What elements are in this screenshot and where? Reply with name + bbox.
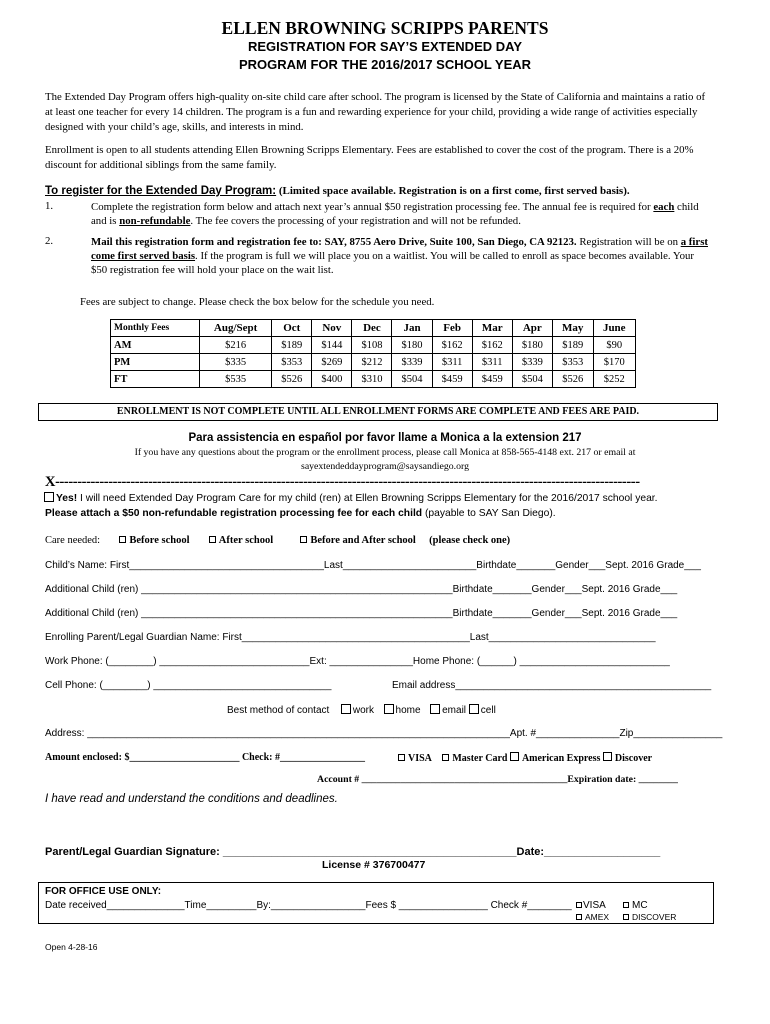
page-title: ELLEN BROWNING SCRIPPS PARENTS — [221, 18, 549, 38]
before-school-label: Before school — [129, 535, 190, 546]
attach-fee-tail: (payable to SAY San Diego). — [422, 508, 556, 519]
visa-label: VISA — [408, 753, 432, 764]
read-conditions: I have read and understand the conditions and deadlines. — [45, 793, 338, 805]
fee-cell: $353 — [552, 354, 593, 371]
register-note: (Limited space available. Registration is on a first come, first served basis). — [276, 185, 630, 197]
register-item-1-text-a: Complete the registration form below and attach next year’s annual $50 registration processing fee. The annual fee is required for — [91, 201, 654, 213]
register-heading-line — [45, 185, 630, 197]
before-and-after-label: Before and After school — [310, 535, 416, 546]
additional-child-field-2[interactable]: Additional Child (ren) ________________________________________________________Birthdate_______Gender___Sept. 2016 Grade___ — [45, 608, 678, 619]
office-mc — [623, 900, 648, 911]
register-item-1-each: each — [653, 201, 675, 213]
yes-line — [44, 492, 658, 504]
fee-cell: $459 — [472, 371, 512, 388]
mastercard-label: Master Card — [452, 753, 508, 764]
spanish-assistance: Para assistencia en español por favor llame a Monica a la extension 217 — [188, 432, 582, 444]
please-check-one: (please check one) — [429, 535, 511, 546]
fee-cell: $162 — [472, 337, 512, 354]
care-needed-row — [45, 535, 510, 546]
fee-cell: $339 — [392, 354, 432, 371]
fee-table-header-label: Monthly Fees — [111, 320, 200, 337]
enrollment-notice — [38, 403, 718, 421]
fee-cell: $310 — [352, 371, 392, 388]
intro-paragraph-2: Enrollment is open to all students attending Ellen Browning Scripps Elementary. Fees are established to cover the cost of the program. There is a 20% discount for additional siblings from the same family. — [45, 144, 694, 171]
cut-line: X------------------------------------------------------------------------------------------------------------------------------------ — [45, 474, 640, 490]
office-visa — [576, 900, 606, 911]
contact-line-1: If you have any questions about the program or the enrollment process, please call Monica at 858-565-4148 ext. 217 or email at — [134, 447, 636, 458]
office-amex-label: AMEX — [585, 912, 610, 922]
email-address-field[interactable]: Email address______________________________________________ — [392, 680, 712, 691]
fee-cell: $252 — [593, 371, 635, 388]
office-discover-checkbox[interactable] — [623, 914, 629, 920]
license-number: License # 376700477 — [322, 859, 426, 871]
fee-cell: $212 — [352, 354, 392, 371]
fee-cell: $339 — [512, 354, 552, 371]
register-item-1-text-b: child and is — [91, 201, 699, 227]
additional-child-field-1[interactable]: Additional Child (ren) ________________________________________________________Birthdate_______Gender___Sept. 2016 Grade___ — [45, 584, 678, 595]
contact-work-checkbox[interactable] — [341, 704, 351, 714]
office-use-box — [38, 882, 714, 924]
office-amex-checkbox[interactable] — [576, 914, 582, 920]
fee-cell: $269 — [312, 354, 352, 371]
contact-cell-label: cell — [480, 705, 496, 716]
fees-note: Fees are subject to change. Please check the box below for the schedule you need. — [80, 296, 435, 308]
amex-label: American Express — [521, 753, 601, 764]
signature-field[interactable]: Parent/Legal Guardian Signature: ________________________________________________Date:___________________ — [45, 846, 661, 858]
yes-label: Yes! — [56, 493, 78, 504]
register-heading: To register for the Extended Day Program: — [45, 185, 277, 197]
fee-table-row — [111, 354, 636, 371]
fee-cell: $459 — [432, 371, 472, 388]
fee-table-month: Oct — [272, 320, 312, 337]
mastercard-checkbox[interactable] — [442, 754, 449, 761]
after-school-checkbox[interactable] — [209, 536, 216, 543]
register-item-2-text-a: Registration will be on — [576, 236, 681, 248]
account-field[interactable]: Account # __________________________________________Expiration date: ________ — [317, 774, 678, 785]
contact-method-label: Best method of contact — [227, 705, 330, 716]
fee-table-month: Nov — [312, 320, 352, 337]
before-school-checkbox[interactable] — [119, 536, 126, 543]
fee-cell: $504 — [392, 371, 432, 388]
fee-cell: $189 — [272, 337, 312, 354]
fee-cell: $108 — [352, 337, 392, 354]
care-needed-label: Care needed: — [45, 535, 101, 546]
contact-method-row — [227, 704, 496, 716]
office-mc-label: MC — [632, 900, 648, 911]
enrollment-notice-text: ENROLLMENT IS NOT COMPLETE UNTIL ALL ENROLLMENT FORMS ARE COMPLETE AND FEES ARE PAID. — [116, 406, 640, 417]
fee-cell: $526 — [552, 371, 593, 388]
fee-cell: $180 — [512, 337, 552, 354]
yes-checkbox[interactable] — [44, 492, 54, 502]
yes-text: I will need Extended Day Program Care for my child (ren) at Ellen Browning Scripps Elementary for the 2016/2017 school year. — [77, 493, 658, 504]
footer-version: Open 4-28-16 — [45, 942, 98, 952]
register-item-2-mail: Mail this registration form and registration fee to: SAY, 8755 Aero Drive, Suite 100, San Diego, CA 92123. — [91, 236, 577, 248]
after-school-label: After school — [218, 535, 274, 546]
fee-table — [110, 319, 636, 388]
child-name-field[interactable]: Child’s Name: First___________________________________Last________________________Birthdate_______Gender___Sept. 2016 Grade___ — [45, 560, 701, 571]
contact-cell-checkbox[interactable] — [469, 704, 479, 714]
fee-table-month: June — [593, 320, 635, 337]
fee-cell: $335 — [200, 354, 272, 371]
fee-cell: $526 — [272, 371, 312, 388]
contact-email: sayextendeddayprogram@saysandiego.org — [301, 461, 469, 472]
contact-home-checkbox[interactable] — [384, 704, 394, 714]
office-visa-checkbox[interactable] — [576, 902, 582, 908]
fee-cell: $400 — [312, 371, 352, 388]
fee-table-month: Feb — [432, 320, 472, 337]
office-mc-checkbox[interactable] — [623, 902, 629, 908]
fee-table-month: May — [552, 320, 593, 337]
visa-checkbox[interactable] — [398, 754, 405, 761]
office-amex — [576, 912, 609, 922]
office-use-fields[interactable]: Date received______________Time_________By:_________________Fees $ ________________ Check #________ — [45, 900, 572, 911]
register-item-2-text-b: . If the program is full we will place you on a waitlist. You will be called to enroll as space becomes available. Your $50 registration fee will hold your place on the wait list. — [91, 250, 694, 276]
amex-checkbox[interactable] — [510, 752, 519, 761]
fee-cell: $535 — [200, 371, 272, 388]
attach-fee-text: Please attach a $50 non-refundable registration processing fee for each child — [45, 508, 423, 519]
page-subtitle-1: REGISTRATION FOR SAY’S EXTENDED DAY — [247, 39, 522, 54]
fee-cell: $162 — [432, 337, 472, 354]
fee-table-row-label: AM — [111, 337, 200, 354]
intro-paragraph-1: The Extended Day Program offers high-quality on-site child care after school. The program is licensed by the State of California and maintains a ratio of at least one teacher for every 14 children. The program is a fun and rewarding experience for your child, providing a wide range of activities especially designed with your child’s age, skills, and interests in mind. — [45, 91, 706, 133]
fee-table-month: Dec — [352, 320, 392, 337]
fee-table-row-label: FT — [111, 371, 200, 388]
attach-fee-line — [45, 508, 556, 519]
register-item-2 — [91, 235, 711, 277]
fee-table-row-label: PM — [111, 354, 200, 371]
register-item-1-number: 1. — [45, 200, 54, 212]
parent-name-field[interactable]: Enrolling Parent/Legal Guardian Name: First_________________________________________Last______________________________ — [45, 632, 656, 643]
contact-work-label: work — [352, 705, 374, 716]
fee-cell: $353 — [272, 354, 312, 371]
register-item-2-first-come: a first come first served basis — [91, 236, 708, 262]
cell-phone-field[interactable]: Cell Phone: (________) ________________________________ — [45, 680, 332, 691]
fee-table-header-row — [111, 320, 636, 337]
register-item-2-number: 2. — [45, 235, 54, 247]
fee-cell: $170 — [593, 354, 635, 371]
office-use-title: FOR OFFICE USE ONLY: — [45, 886, 162, 897]
address-field[interactable]: Address: ____________________________________________________________________________Apt. #_______________Zip________________ — [45, 728, 723, 739]
fee-table-month: Jan — [392, 320, 432, 337]
fee-cell: $90 — [593, 337, 635, 354]
page-subtitle-2: PROGRAM FOR THE 2016/2017 SCHOOL YEAR — [238, 57, 532, 72]
work-phone-field[interactable]: Work Phone: (________) ___________________________Ext: _______________Home Phone: (______) ___________________________ — [45, 656, 670, 667]
register-item-1-text-c: . The fee covers the processing of your registration and will not be refunded. — [190, 215, 521, 227]
fee-cell: $504 — [512, 371, 552, 388]
discover-label: Discover — [614, 753, 653, 764]
fee-cell: $180 — [392, 337, 432, 354]
fee-cell: $144 — [312, 337, 352, 354]
fee-table-row — [111, 371, 636, 388]
register-item-1 — [91, 200, 713, 228]
fee-cell: $189 — [552, 337, 593, 354]
contact-home-label: home — [395, 705, 421, 716]
payment-method-row — [398, 752, 652, 764]
fee-table-month: Apr — [512, 320, 552, 337]
fee-cell: $311 — [432, 354, 472, 371]
register-item-1-nonrefundable: non-refundable — [119, 215, 191, 227]
office-discover — [623, 912, 676, 922]
contact-email-checkbox[interactable] — [430, 704, 440, 714]
before-and-after-checkbox[interactable] — [300, 536, 307, 543]
office-discover-label: DISCOVER — [632, 912, 677, 922]
fee-table-row — [111, 337, 636, 354]
fee-cell: $311 — [472, 354, 512, 371]
office-visa-label: VISA — [583, 900, 606, 911]
contact-email-label: email — [442, 705, 467, 716]
amount-enclosed-field[interactable]: Amount enclosed: $______________________ Check: #_________________ — [45, 752, 365, 763]
fee-table-month: Mar — [472, 320, 512, 337]
fee-table-month: Aug/Sept — [200, 320, 272, 337]
discover-checkbox[interactable] — [603, 752, 612, 761]
fee-cell: $216 — [200, 337, 272, 354]
